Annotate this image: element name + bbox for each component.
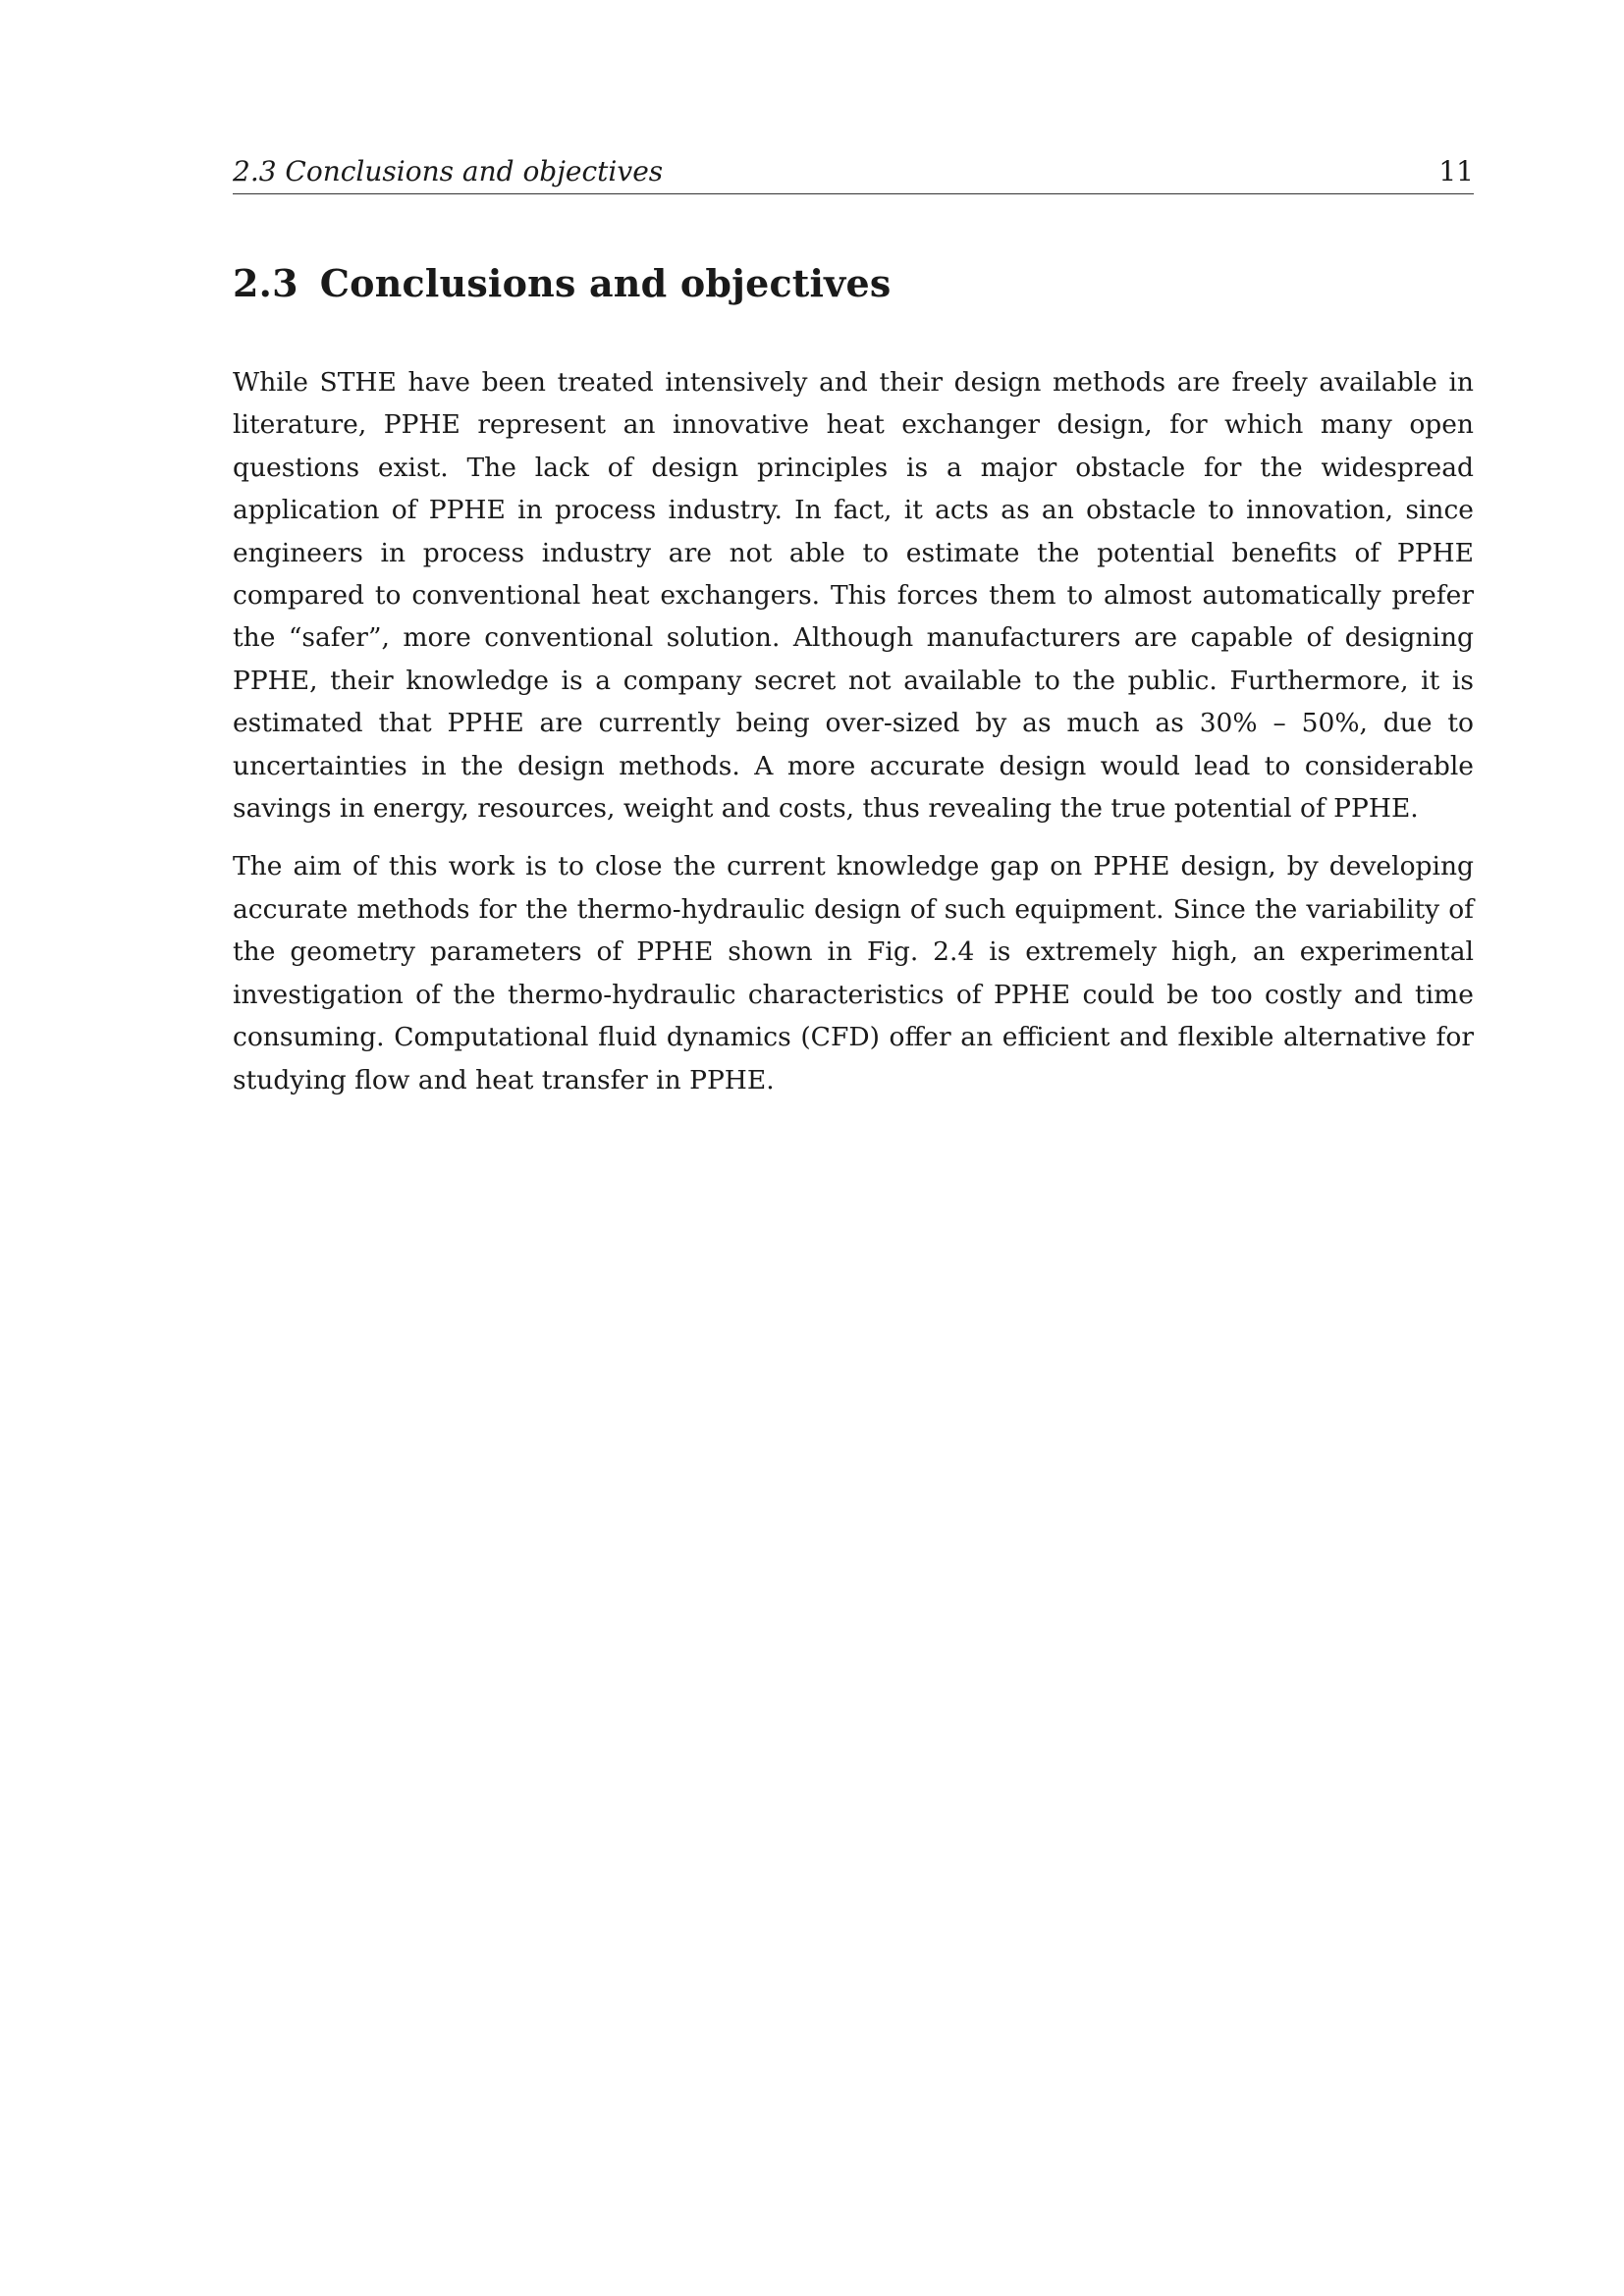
body-text xyxy=(233,361,1474,1117)
page-number: 11 xyxy=(1438,155,1474,187)
paragraph-1: While STHE have been treated intensively and their design methods are freely available in literature, PPHE represent an innovative heat exchanger design, for which many open questions exist. The lack of design principles is a major obstacle for the widespread application of PPHE in process industry. In fact, it acts as an obstacle to innovation, since engineers in process industry are not able to estimate the potential benefits of PPHE compared to conventional heat exchangers. This forces them to almost automatically prefer the “safer”, more conventional solution. Although manufacturers are capable of designing PPHE, their knowledge is a company secret not available to the public. Furthermore, it is estimated that PPHE are currently being over-sized by as much as 30% – 50%, due to uncertainties in the design methods. A more accurate design would lead to considerable savings in energy, resources, weight and costs, thus revealing the true potential of PPHE. xyxy=(233,367,1474,825)
paragraph-2: The aim of this work is to close the current knowledge gap on PPHE design, by developing accurate methods for the thermo-hydraulic design of such equipment. Since the variability of the geometry parameters of PPHE shown in Fig. 2.4 is extremely high, an experimental investigation of the thermo-hydraulic characteristics of PPHE could be too costly and time consuming. Computational fluid dynamics (CFD) offer an efficient and flexible alternative for studying flow and heat transfer in PPHE. xyxy=(233,851,1474,1095)
running-header xyxy=(233,147,1474,194)
section-number: 2.3 xyxy=(233,261,298,305)
section-heading xyxy=(233,261,1474,305)
running-header-title: 2.3 Conclusions and objectives xyxy=(233,155,664,187)
section-title: Conclusions and objectives xyxy=(319,261,892,305)
